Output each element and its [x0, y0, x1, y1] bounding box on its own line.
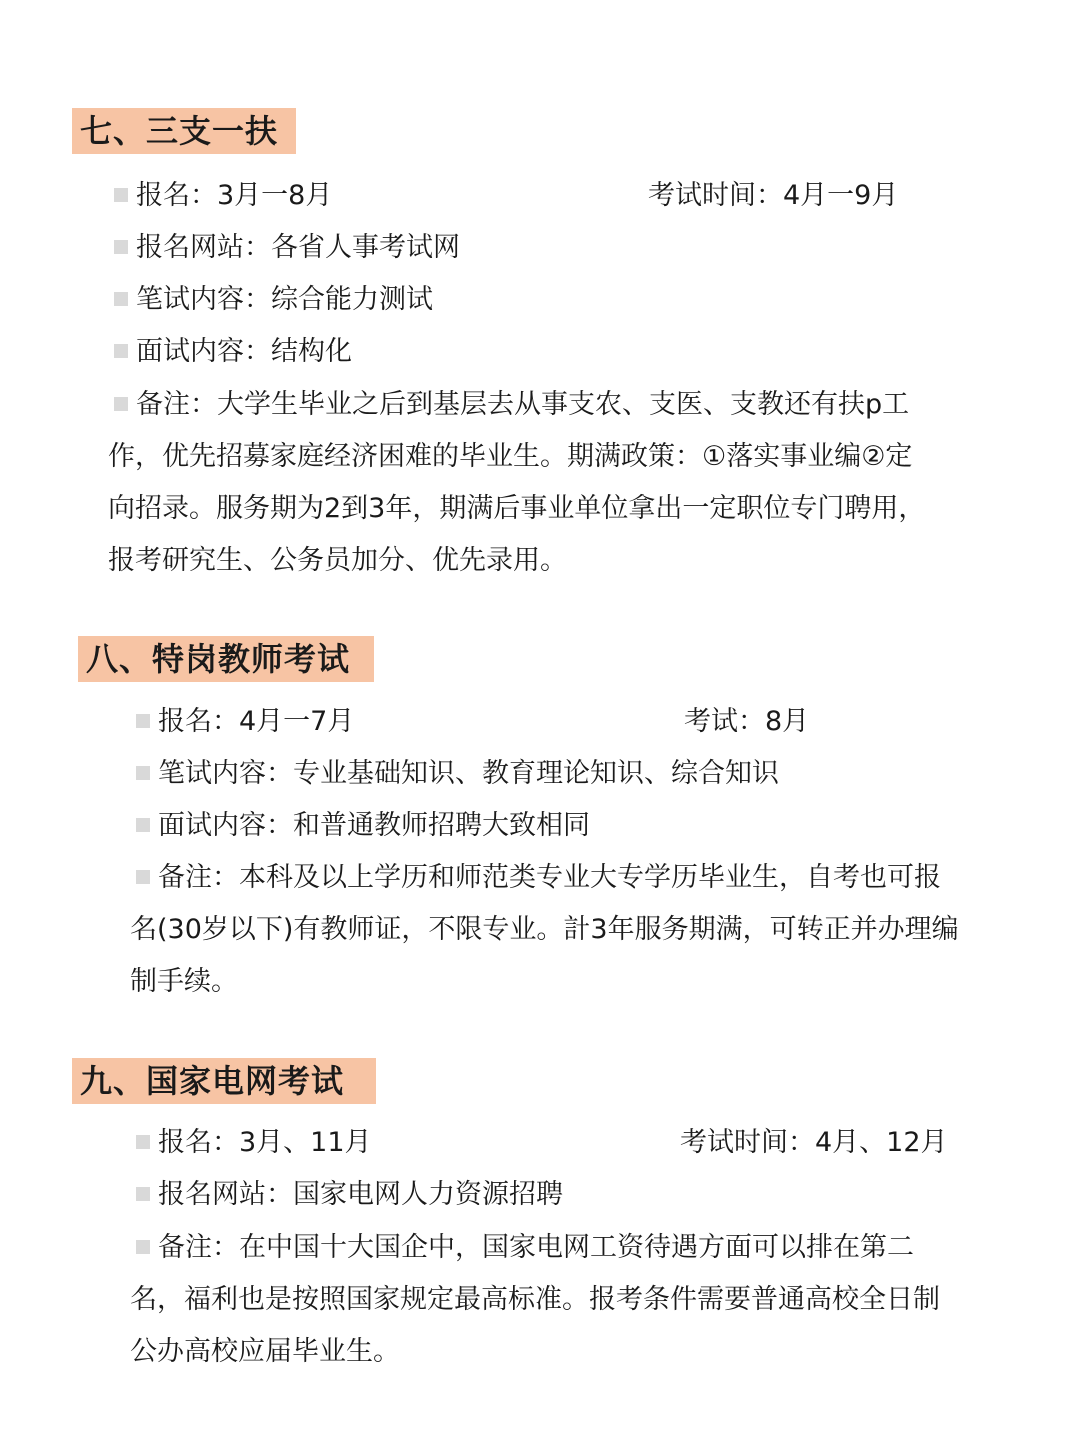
section-7-note-line-4: 报考研究生、公务员加分、优先录用。 — [108, 545, 567, 576]
bullet-icon — [114, 344, 128, 358]
bullet-icon — [136, 870, 150, 884]
section-8-heading: 八、特岗教师考试 — [78, 636, 374, 682]
section-7-interview: 面试内容：结构化 — [114, 326, 352, 378]
section-8-interview: 面试内容：和普通教师招聘大致相同 — [136, 800, 590, 852]
section-8-note-line-3: 制手续。 — [130, 966, 238, 997]
section-7-note-line-3: 向招录。服务期为2到3年，期满后事业单位拿出一定职位专门聘用， — [108, 493, 926, 524]
section-8-note-line-2: 名(30岁以下)有教师证，不限专业。計3年服务期满，可转正并办理编 — [130, 914, 959, 945]
section-7-site: 报名网站：各省人事考试网 — [114, 222, 460, 274]
section-9-site: 报名网站：国家电网人力资源招聘 — [136, 1169, 563, 1221]
bullet-icon — [136, 1135, 150, 1149]
bullet-icon — [136, 1240, 150, 1254]
bullet-icon — [114, 188, 128, 202]
section-7-signup: 报名：3月一8月 — [114, 170, 332, 222]
section-7-heading: 七、三支一扶 — [72, 108, 296, 154]
section-8-written: 笔试内容：专业基础知识、教育理论知识、综合知识 — [136, 748, 779, 800]
section-8-exam-time: 考试：8月 — [684, 706, 810, 737]
section-7-note-line-2: 作，优先招募家庭经济困难的毕业生。期满政策：①落实事业编②定 — [108, 441, 913, 472]
section-9-signup: 报名：3月、11月 — [136, 1117, 372, 1169]
section-9-note-line-1: 备注：在中国十大国企中，国家电网工资待遇方面可以排在第二 — [136, 1222, 914, 1274]
section-9-exam-time: 考试时间：4月、12月 — [680, 1127, 948, 1158]
section-8-note-line-1: 备注：本科及以上学历和师范类专业大专学历毕业生，自考也可报 — [136, 852, 941, 904]
bullet-icon — [114, 292, 128, 306]
section-9-note-line-3: 公办高校应届毕业生。 — [130, 1336, 400, 1367]
section-7-note-line-1: 备注：大学生毕业之后到基层去从事支农、支医、支教还有扶p工 — [114, 379, 909, 431]
bullet-icon — [136, 1187, 150, 1201]
bullet-icon — [136, 714, 150, 728]
bullet-icon — [136, 766, 150, 780]
section-9-heading: 九、国家电网考试 — [72, 1058, 376, 1104]
bullet-icon — [114, 397, 128, 411]
section-7-written: 笔试内容：综合能力测试 — [114, 274, 433, 326]
section-8-signup: 报名：4月一7月 — [136, 696, 354, 748]
bullet-icon — [114, 240, 128, 254]
section-9-note-line-2: 名，福利也是按照国家规定最高标准。报考条件需要普通高校全日制 — [130, 1284, 940, 1315]
section-7-exam-time: 考试时间：4月一9月 — [648, 180, 899, 211]
bullet-icon — [136, 818, 150, 832]
